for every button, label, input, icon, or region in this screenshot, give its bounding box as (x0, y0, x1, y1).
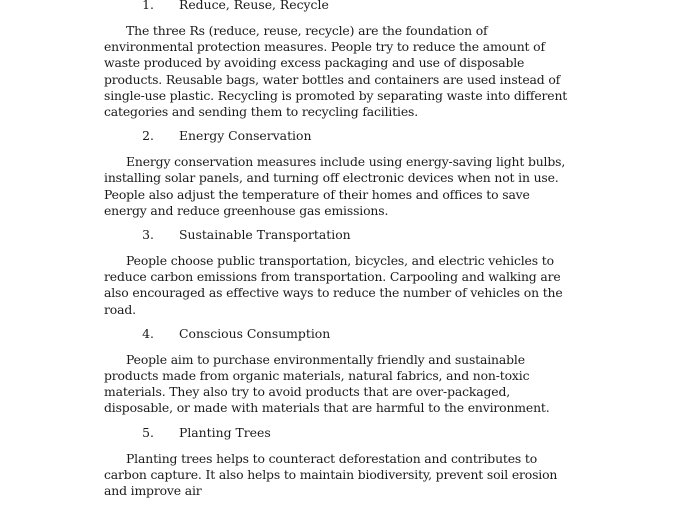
section-number: 1. (142, 0, 154, 12)
section-paragraph: People choose public transportation, bicycles, and electric vehicles to reduce carbon emissions from transportation. Carpooling and walking are also encouraged as effective ways to reduce the number of vehicles on the road. (104, 253, 563, 317)
section-planting-trees (104, 423, 568, 500)
document-sections (104, 0, 568, 505)
section-number: 3. (142, 227, 154, 243)
section-title: Sustainable Transportation (179, 227, 351, 243)
section-number: 5. (142, 424, 154, 440)
section-title: Conscious Consumption (179, 325, 331, 341)
section-conscious-consumption (104, 324, 568, 417)
section-heading (104, 225, 568, 245)
section-paragraph: People aim to purchase environmentally friendly and sustainable products made from organic materials, natural fabrics, and non-toxic materials. They also try to avoid products that are over-packaged, disposable, or made with materials that are harmful to the environment. (104, 351, 550, 416)
section-paragraph: The three Rs (reduce, reuse, recycle) are the foundation of environmental protection measures. People try to reduce the amount of waste produced by avoiding excess packaging and use of disposable products. Reusable bags, water bottles and containers are used instead of single-use plastic. Recycling is promoted by separating waste into different categories and sending them to recycling facilities. (104, 23, 568, 120)
section-number: 4. (142, 325, 154, 341)
section-sustainable-transportation (104, 225, 568, 318)
section-paragraph: Planting trees helps to counteract deforestation and contributes to carbon capture. It also helps to maintain biodiversity, prevent soil erosion and improve air (104, 450, 558, 499)
section-heading (104, 0, 568, 15)
section-heading (104, 423, 568, 443)
section-reduce-reuse-recycle (104, 0, 568, 120)
section-number: 2. (142, 128, 154, 144)
section-title: Energy Conservation (179, 128, 312, 144)
section-title: Reduce, Reuse, Recycle (179, 0, 329, 12)
section-heading (104, 126, 568, 146)
section-title: Planting Trees (179, 424, 271, 440)
section-energy-conservation (104, 126, 568, 219)
section-paragraph: Energy conservation measures include using energy-saving light bulbs, installing solar panels, and turning off electronic devices when not in use. People also adjust the temperature of their homes and offices to save energy and reduce greenhouse gas emissions. (104, 154, 566, 218)
section-heading (104, 324, 568, 344)
